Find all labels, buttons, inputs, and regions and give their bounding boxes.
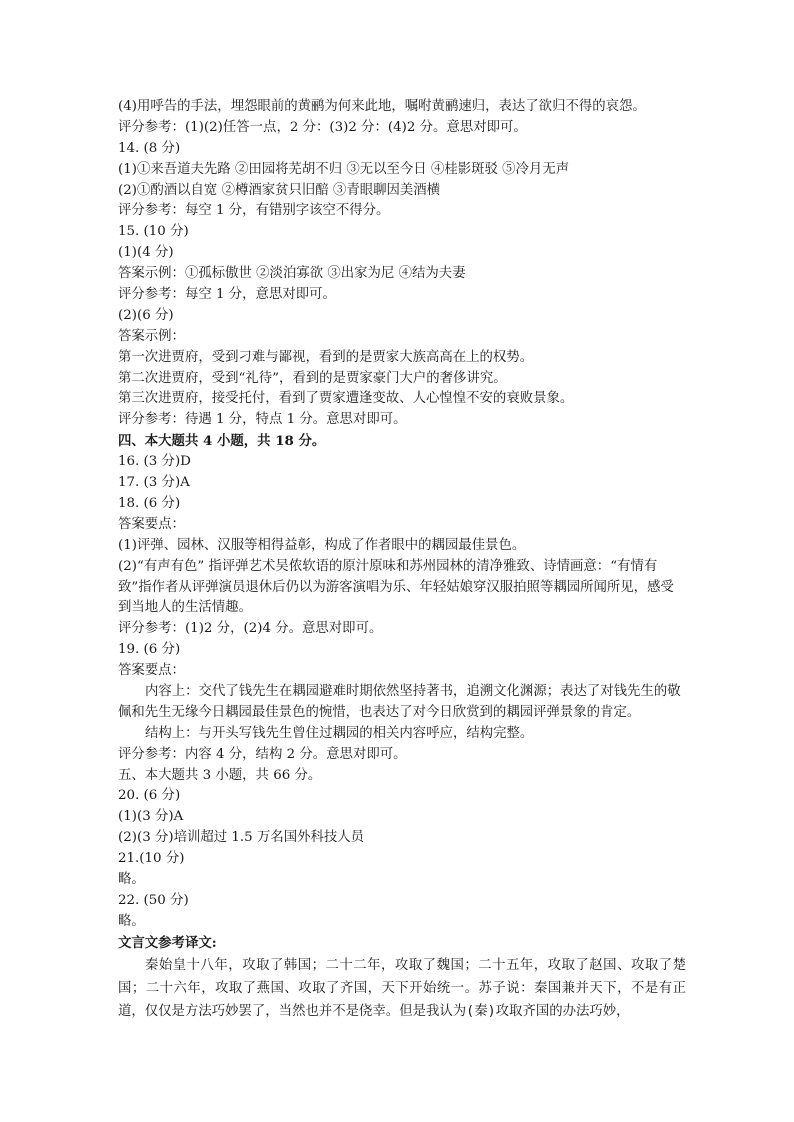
- text-line: 第三次进贾府，接受托付，看到了贾家遭逢变故、人心惶惶不安的衰败景象。: [118, 391, 574, 407]
- section-heading: 四、本大题共 4 小题，共 18 分。: [118, 433, 326, 450]
- text-line: 评分参考：待遇 1 分，特点 1 分。意思对即可。: [118, 412, 407, 428]
- answer-paragraph-structure: 结构上：与开头写钱先生曾住过耦园的相关内容呼应，结构完整。: [145, 725, 534, 741]
- text-line: (1)评弹、园林、汉服等相得益彰，构成了作者眼中的耦园最佳景色。: [118, 537, 526, 553]
- translation-body: 秦始皇十八年，攻取了韩国；二十二年，攻取了魏国；二十五年，攻取了赵国、攻取了楚国；二十六年，攻取了燕国、攻取了齐国，天下开始统一。苏子说：秦国兼并天下，不是有正道，仅仅是方法巧妙罢了，当然也并不是侥幸。但是我认为(秦)攻取齐国的办法巧妙，: [118, 957, 686, 1019]
- text-line: (1)(4 分): [118, 245, 174, 261]
- text-line: (4)用呼告的手法，埋怨眼前的黄鹂为何来此地，嘱咐黄鹂速归，表达了欲归不得的哀怨。: [118, 99, 646, 114]
- text-line: 第二次进贾府，受到“礼待”，看到的是贾家豪门大户的奢侈讲究。: [118, 370, 507, 386]
- text-line: (2)(3 分)培训超过 1.5 万名国外科技人员: [118, 830, 365, 846]
- question-number: 18. (6 分): [118, 495, 181, 511]
- text-line: (2)(6 分): [118, 307, 174, 323]
- answer-paragraph: (2)“有声有色” 指评弹艺术吴侬软语的原汁原味和苏州园林的清净雅致、诗情画意：“有情有致”指作者从评弹演员退休后仍以为游客演唱为乐、年轻姑娘穿汉服拍照等耦园所闻所见，感受到当地人的生活情趣。: [118, 558, 674, 616]
- question-number: 20. (6 分): [118, 788, 181, 804]
- text-line: 答案示例：: [118, 328, 185, 344]
- translation-heading: 文言文参考译文:: [118, 934, 217, 951]
- answer-key-page: [118, 97, 686, 1023]
- text-line: 评分参考：每空 1 分，有错别字该空不得分。: [118, 203, 390, 219]
- text-line: 第一次进贾府，受到刁难与鄙视，看到的是贾家大族高高在上的权势。: [118, 349, 534, 365]
- text-line: 略。: [118, 913, 145, 929]
- answer-paragraph-content: 内容上：交代了钱先生在耦园避难时期依然坚持著书，追溯文化渊源；表达了对钱先生的敬佩和先生无缘今日耦园最佳景色的惋惜，也表达了对今日欣赏到的耦园评弹景象的肯定。: [118, 683, 681, 720]
- section-heading: 五、本大题共 3 小题，共 66 分。: [118, 767, 322, 783]
- text-line: 评分参考：(1)2 分，(2)4 分。意思对即可。: [118, 621, 383, 637]
- question-number: 21.(10 分): [118, 851, 185, 867]
- text-line: 略。: [118, 872, 145, 888]
- text-line: 评分参考：(1)(2)任答一点，2 分：(3)2 分：(4)2 分。意思对即可。: [118, 119, 527, 135]
- question-number: 16. (3 分)D: [118, 454, 191, 470]
- text-line: (2)①酌酒以自宽 ②樽酒家贫只旧醅 ③青眼聊因美酒横: [118, 182, 441, 198]
- question-number: 14. (8 分): [118, 140, 181, 156]
- text-line: 评分参考：内容 4 分，结构 2 分。意思对即可。: [118, 746, 407, 762]
- question-number: 19. (6 分): [118, 642, 181, 658]
- text-line: 答案示例：①孤标傲世 ②淡泊寡欲 ③出家为尼 ④结为夫妻: [118, 266, 466, 282]
- question-number: 17. (3 分)A: [118, 475, 190, 491]
- question-number: 15. (10 分): [118, 224, 189, 240]
- text-line: (1)①来吾道夫先路 ②田园将芜胡不归 ③无以至今日 ④桂影斑驳 ⑤冷月无声: [118, 161, 570, 177]
- question-number: 22. (50 分): [118, 892, 189, 908]
- text-line: 答案要点：: [118, 663, 185, 679]
- text-line: 评分参考：每空 1 分，意思对即可。: [118, 287, 336, 303]
- text-line: 答案要点：: [118, 516, 185, 532]
- text-line: (1)(3 分)A: [118, 809, 184, 825]
